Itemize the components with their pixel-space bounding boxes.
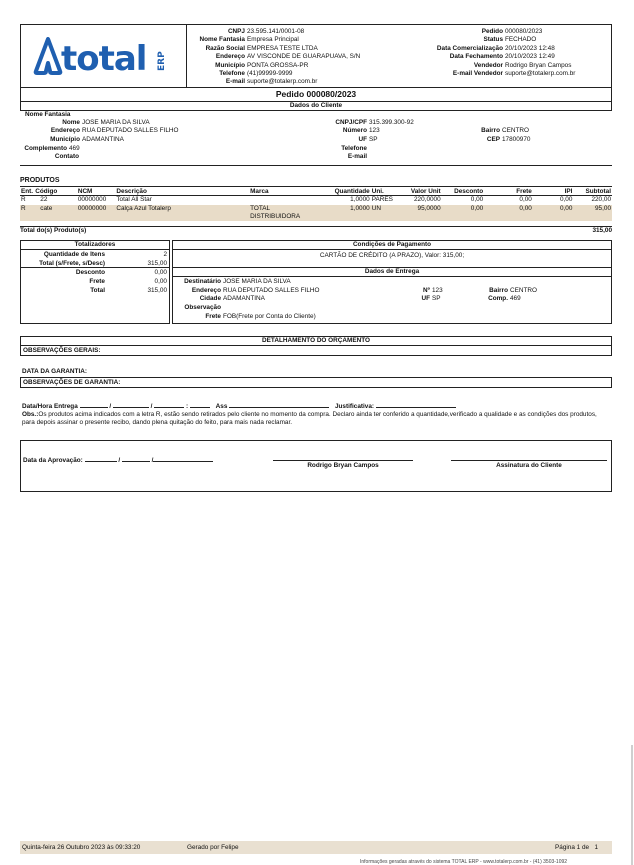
delivery-header: Dados de Entrega xyxy=(173,268,611,277)
table-cell: 22 xyxy=(40,196,48,203)
delivery-destinatario: Destinatário JOSE MARIA DA SILVA xyxy=(184,278,291,285)
table-cell: TOTAL DISTRIBUIDORA xyxy=(249,205,322,221)
table-cell: 00000000 xyxy=(77,196,107,203)
detalhamento-header: DETALHAMENTO DO ORÇAMENTO xyxy=(20,336,612,345)
order-row: Vendedor Rodrigo Bryan Campos xyxy=(473,61,572,69)
table-cell: Total All Star xyxy=(116,196,152,203)
column-header: Quantidade xyxy=(322,187,371,196)
company-row: Nome Fantasia Empresa Principal xyxy=(199,36,299,44)
table-cell: R xyxy=(21,196,26,203)
company-row: Município PONTA GROSSA-PR xyxy=(215,61,309,69)
client-uf: UF SP xyxy=(358,136,378,143)
totalizadores-box xyxy=(20,240,170,324)
client-section xyxy=(20,111,612,166)
footer-note: Informações geradas através do sistema TOTAL ERP - www.totalerp.com.br - (41) 3503-1092 xyxy=(360,859,568,865)
ass-label: Ass xyxy=(215,403,228,410)
table-row xyxy=(20,205,612,221)
obs-text: Os produtos acima indicados com a letra R, estão sendo retirados pelo cliente no momento da compra. Declaro ainda ter conferido a quantidade,verificado a qualidade e as condições dos produtos, para depois assinar o presente recibo, dando plena quitação do feito, para mais nada reclamar. xyxy=(22,411,597,426)
company-row: CNPJ 23.595.141/0001-08 xyxy=(227,28,305,35)
table-cell: 1,0000 xyxy=(322,205,371,221)
column-header: NCM xyxy=(77,187,116,196)
totalizador-row: Desconto 0,00 xyxy=(75,269,167,276)
totalizador-row: Quantidade de Itens 2 xyxy=(43,251,167,258)
client-endereco: Endereço RUA DEPUTADO SALLES FILHO xyxy=(50,127,179,134)
order-row: E-mail Vendedor suporte@totalerp.com.br xyxy=(452,70,576,77)
table-cell: PARES xyxy=(371,196,393,203)
column-header: Uni. xyxy=(371,187,399,196)
logo-wordmark: total xyxy=(61,39,147,79)
column-header: Marca xyxy=(249,187,322,196)
table-cell: 00000000 xyxy=(77,205,116,221)
products-total-value: 315,00 xyxy=(592,227,612,234)
table-cell: 0,00 xyxy=(484,205,533,221)
column-header: Subtotal xyxy=(573,187,612,196)
table-cell: 0,00 xyxy=(533,205,574,221)
client-signature: Assinatura do Cliente xyxy=(451,460,607,469)
client-cep: CEP 17800970 xyxy=(486,136,531,143)
products-total-row xyxy=(20,226,612,235)
payment-text: CARTÃO DE CRÉDITO (A PRAZO), Valor: 315,00; xyxy=(173,250,611,268)
delivery-bairro: Bairro CENTRO xyxy=(489,287,537,294)
scrollbar[interactable] xyxy=(631,745,633,865)
observacoes-garantia: OBSERVAÇÕES DE GARANTIA: xyxy=(20,377,612,388)
payment-delivery-box xyxy=(172,240,612,324)
client-section-header: Dados do Cliente xyxy=(20,102,612,111)
table-cell: 0,00 xyxy=(470,196,484,203)
client-nome-fantasia: Nome Fantasia xyxy=(25,111,71,118)
totalizador-row: Total 315,00 xyxy=(90,287,167,294)
table-cell: 220,0000 xyxy=(414,196,441,203)
table-cell xyxy=(249,196,322,205)
products-table xyxy=(20,186,612,221)
table-cell: cate xyxy=(34,205,77,221)
products-title: PRODUTOS xyxy=(20,177,60,184)
column-header: Ent. xyxy=(21,187,34,195)
delivery-date-label: Data/Hora Entrega xyxy=(22,403,78,410)
delivery-observation xyxy=(22,411,602,427)
client-numero: Número 123 xyxy=(342,127,380,134)
approval-date: Data da Aprovação: / / xyxy=(23,457,213,466)
column-header: IPI xyxy=(533,187,574,196)
client-bairro: Bairro CENTRO xyxy=(481,127,529,134)
delivery-endereco: Endereço RUA DEPUTADO SALLES FILHO xyxy=(191,287,320,294)
totalizador-row: Total (s/Frete, s/Desc) 315,00 xyxy=(21,259,169,268)
company-row: Telefone (41)99999-9999 xyxy=(219,70,293,77)
footer-date: Quinta-feira 26 Outubro 2023 às 09:33:20 xyxy=(22,844,141,851)
client-complemento: Complemento 469 xyxy=(24,145,80,152)
delivery-frete: Frete FOB(Frete por Conta do Cliente) xyxy=(205,313,316,320)
company-row: Razão Social EMPRESA TESTE LTDA xyxy=(205,44,318,52)
company-row: Endereço AV VISCONDE DE GUARAPUAVA, S/N xyxy=(215,53,361,61)
column-header: Frete xyxy=(484,187,533,196)
order-row: Pedido 000080/2023 xyxy=(481,28,543,35)
column-header: Descrição xyxy=(115,187,249,196)
logo-a-icon xyxy=(33,37,63,75)
payment-header: Condições de Pagamento xyxy=(173,241,611,250)
footer-page: Página 1 de 1 xyxy=(555,844,598,851)
justificativa-label: Justificativa: xyxy=(334,403,375,410)
products-total-label: Total do(s) Produto(s) xyxy=(20,227,87,234)
client-municipio: Município ADAMANTINA xyxy=(50,136,124,143)
delivery-signature-line: Data/Hora Entrega / / : Ass Justificativa: xyxy=(22,403,456,410)
client-telefone: Telefone xyxy=(341,145,367,152)
totalizador-row: Frete 0,00 xyxy=(89,278,167,285)
table-cell: 0,00 xyxy=(559,196,573,203)
observacoes-gerais: OBSERVAÇÕES GERAIS: xyxy=(20,345,612,356)
delivery-comp: Comp. 469 xyxy=(488,295,521,302)
delivery-details xyxy=(173,277,611,323)
delivery-numero: Nº 123 xyxy=(423,287,443,294)
column-header: Valor Unit xyxy=(399,187,442,196)
client-cnpj: CNPJ/CPF 315.399.300-92 xyxy=(335,119,414,126)
table-cell: 95,00 xyxy=(573,205,612,221)
table-cell: 0,00 xyxy=(519,196,532,203)
approval-box xyxy=(20,440,612,492)
obs-label: Obs.: xyxy=(22,411,39,418)
column-header: Desconto xyxy=(442,187,485,196)
footer-generated-by: Gerado por Felipe xyxy=(187,844,239,851)
table-cell: R xyxy=(20,205,34,221)
table-cell: 220,00 xyxy=(591,196,611,203)
data-garantia: DATA DA GARANTIA: xyxy=(22,368,87,375)
order-row: Data Fechamento 20/10/2023 12:49 xyxy=(449,53,555,61)
products-header-row xyxy=(20,187,612,196)
page-footer xyxy=(20,841,612,854)
client-email: E-mail xyxy=(347,153,367,160)
delivery-cidade: Cidade ADAMANTINA xyxy=(199,295,265,302)
company-logo xyxy=(21,25,187,87)
column-header: Código xyxy=(34,187,77,196)
document-header xyxy=(20,24,612,88)
client-nome: Nome JOSE MARIA DA SILVA xyxy=(62,119,150,126)
page-title: Pedido 000080/2023 xyxy=(20,88,612,102)
table-cell: 0,00 xyxy=(442,205,485,221)
delivery-uf: UF SP xyxy=(421,295,441,302)
client-contato: Contato xyxy=(54,153,79,160)
delivery-observacao: Observação xyxy=(184,304,221,311)
seller-signature: Rodrigo Bryan Campos xyxy=(273,460,413,469)
order-row: Status FECHADO xyxy=(483,36,537,44)
table-cell: Calça Azul Totalerp xyxy=(115,205,249,221)
table-cell: 95,0000 xyxy=(399,205,442,221)
table-cell: UN xyxy=(371,205,399,221)
logo-erp-suffix: ERP xyxy=(157,51,167,71)
company-row: E-mail suporte@totalerp.com.br xyxy=(225,78,318,86)
table-row xyxy=(20,196,612,205)
table-cell: 1,0000 xyxy=(350,196,370,203)
totalizadores-header: Totalizadores xyxy=(21,241,169,250)
order-row: Data Comercialização 20/10/2023 12:48 xyxy=(436,44,555,52)
